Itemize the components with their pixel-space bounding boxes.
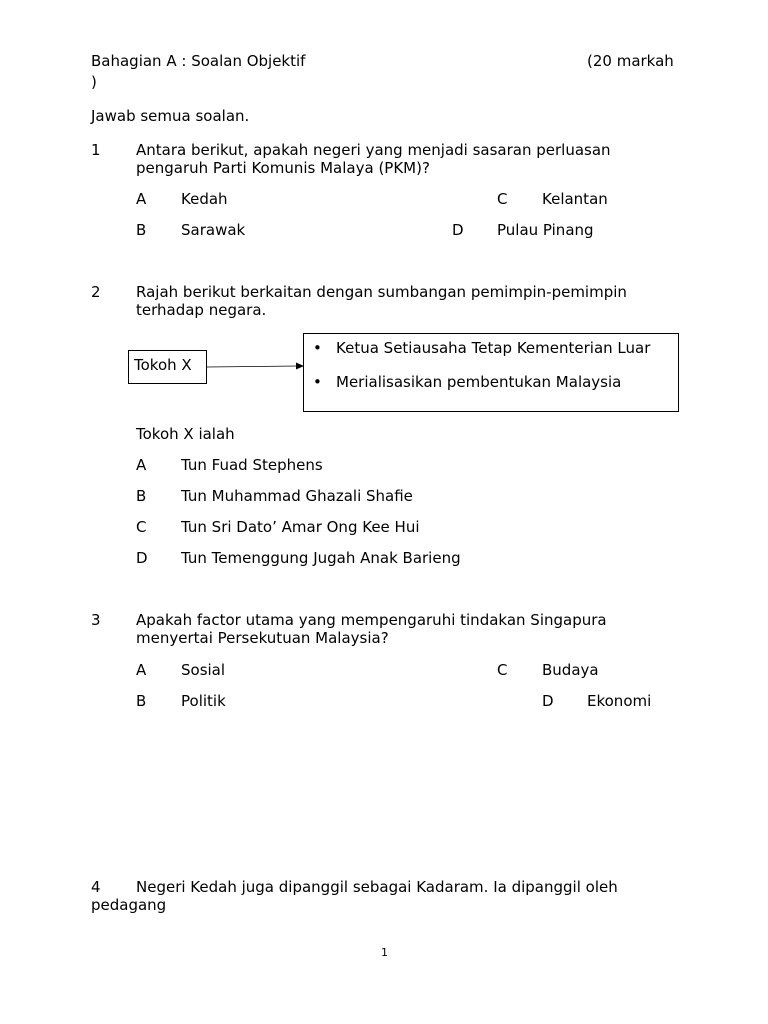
bullet-1-text: Ketua Setiausaha Tetap Kementerian Luar: [336, 339, 651, 357]
tokoh-x-description-box: [303, 333, 679, 412]
description-bullet-1: [313, 339, 651, 357]
q2-option-d-text[interactable]: Tun Temenggung Jugah Anak Barieng: [181, 549, 461, 567]
question-1-text: Antara berikut, apakah negeri yang menjadi sasaran perluasan pengaruh Parti Komunis Malaya (PKM)?: [136, 141, 611, 177]
question-1-number: 1: [91, 141, 101, 159]
bullet-dot-icon: •: [313, 339, 322, 357]
q1-option-a-letter[interactable]: A: [136, 190, 147, 208]
q3-option-c-text[interactable]: Budaya: [542, 661, 599, 679]
diagram-arrow-icon: [207, 360, 305, 372]
section-title: Bahagian A : Soalan Objektif: [91, 52, 306, 70]
q2-option-c-letter[interactable]: C: [136, 518, 147, 536]
q2-option-b-letter[interactable]: B: [136, 487, 147, 505]
q1-option-d-text[interactable]: Pulau Pinang: [497, 221, 594, 239]
q2-option-a-text[interactable]: Tun Fuad Stephens: [181, 456, 323, 474]
q3-option-d-letter[interactable]: D: [542, 692, 554, 710]
q3-option-c-letter[interactable]: C: [497, 661, 508, 679]
marks-label-close: ): [91, 73, 97, 91]
bullet-dot-icon: •: [313, 373, 322, 391]
q3-option-a-text[interactable]: Sosial: [181, 661, 226, 679]
tokoh-x-box: [128, 350, 207, 384]
question-3-text: Apakah factor utama yang mempengaruhi tindakan Singapura menyertai Persekutuan Malaysia?: [136, 611, 607, 647]
q3-option-a-letter[interactable]: A: [136, 661, 147, 679]
tokoh-x-label: Tokoh X: [134, 356, 192, 374]
instruction: Jawab semua soalan.: [91, 107, 250, 125]
question-2-number: 2: [91, 283, 101, 301]
q2-option-d-letter[interactable]: D: [136, 549, 148, 567]
page-number: 1: [381, 946, 388, 959]
question-4-text-continued: pedagang: [91, 896, 167, 914]
question-2-text: Rajah berikut berkaitan dengan sumbangan pemimpin-pemimpin terhadap negara.: [136, 283, 627, 319]
q2-option-b-text[interactable]: Tun Muhammad Ghazali Shafie: [181, 487, 413, 505]
q1-option-b-text[interactable]: Sarawak: [181, 221, 246, 239]
q3-option-d-text[interactable]: Ekonomi: [587, 692, 652, 710]
question-3-number: 3: [91, 611, 101, 629]
q3-option-b-letter[interactable]: B: [136, 692, 147, 710]
question-4-number: 4: [91, 878, 101, 896]
question-4-text: Negeri Kedah juga dipanggil sebagai Kadaram. Ia dipanggil oleh: [136, 878, 618, 896]
q1-option-c-letter[interactable]: C: [497, 190, 508, 208]
q1-option-c-text[interactable]: Kelantan: [542, 190, 608, 208]
q3-option-b-text[interactable]: Politik: [181, 692, 226, 710]
q2-option-a-letter[interactable]: A: [136, 456, 147, 474]
marks-label: (20 markah: [587, 52, 674, 70]
q2-option-c-text[interactable]: Tun Sri Dato’ Amar Ong Kee Hui: [181, 518, 420, 536]
bullet-2-text: Merialisasikan pembentukan Malaysia: [336, 373, 622, 391]
q1-option-a-text[interactable]: Kedah: [181, 190, 228, 208]
question-2-prompt: Tokoh X ialah: [136, 425, 235, 443]
description-bullet-2: [313, 373, 622, 391]
q1-option-b-letter[interactable]: B: [136, 221, 147, 239]
q1-option-d-letter[interactable]: D: [452, 221, 464, 239]
